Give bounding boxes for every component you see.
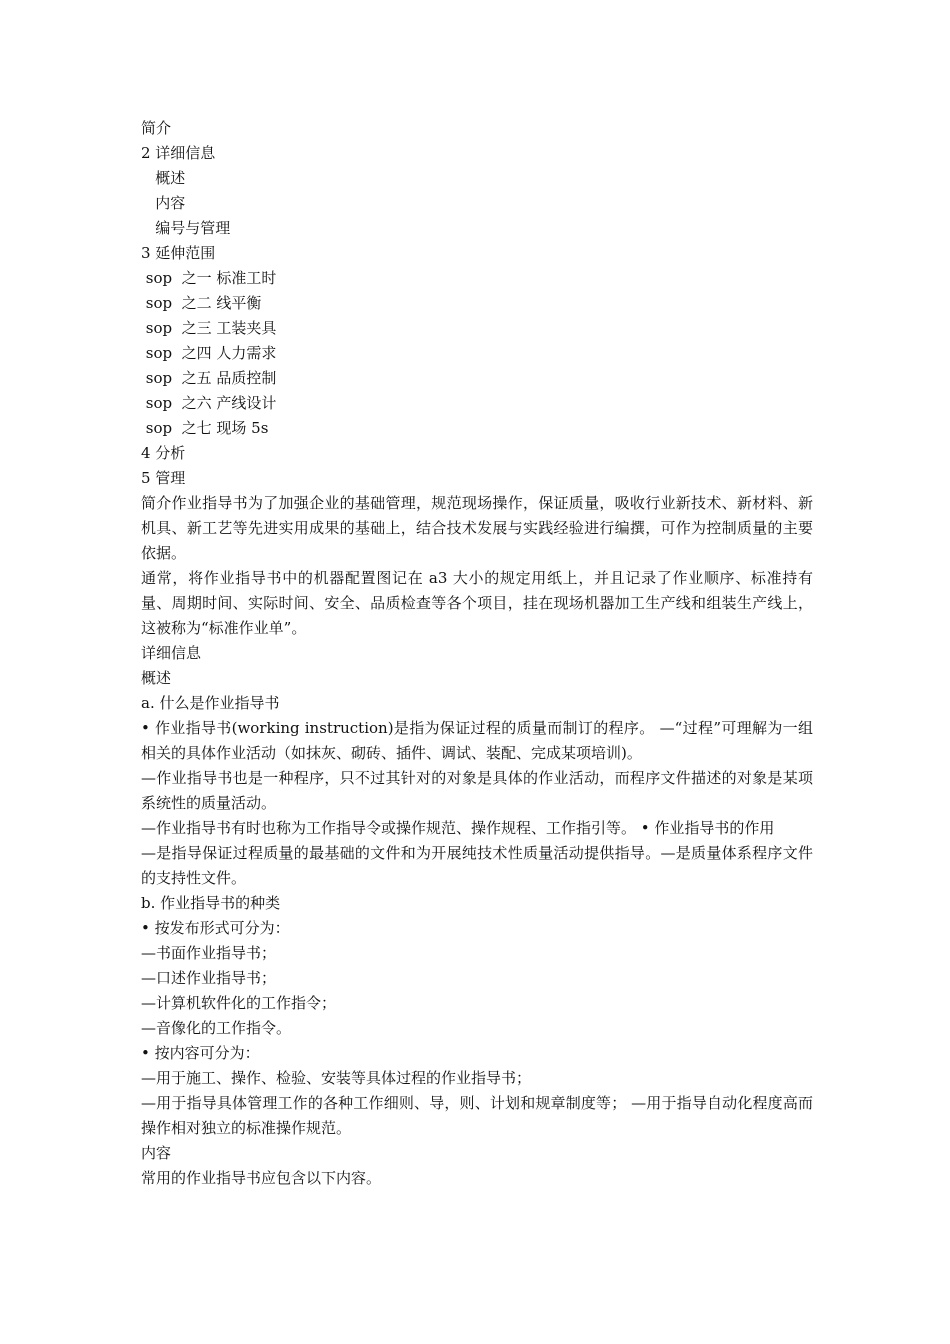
toc-manage[interactable]: 5 管理: [141, 469, 186, 487]
section-a-heading: a. 什么是作业指导书: [141, 694, 280, 712]
section-a-paragraph: —是指导保证过程质量的最基础的文件和为开展纯技术性质量活动提供指导。—是质量体系程序文件的支持性文件。: [141, 844, 813, 887]
content-heading: 内容: [141, 1144, 172, 1162]
toc-extend-item[interactable]: sop 之六 产线设计: [141, 394, 277, 412]
intro-paragraph: 简介作业指导书为了加强企业的基础管理，规范现场操作，保证质量，吸收行业新技术、新材料、新机具、新工艺等先进实用成果的基础上，结合技术发展与实践经验进行编撰，可作为控制质量的主要依据。: [141, 494, 813, 562]
toc-extend-item[interactable]: sop 之三 工装夹具: [141, 319, 277, 337]
section-b-heading: b. 作业指导书的种类: [141, 894, 281, 912]
content-list-item: —用于指导具体管理工作的各种工作细则、导，则、计划和规章制度等； —用于指导自动化程度高而操作相对独立的标准操作规范。: [141, 1094, 813, 1137]
content-paragraph: 常用的作业指导书应包含以下内容。: [141, 1169, 382, 1187]
form-list-title: • 按发布形式可分为：: [141, 919, 290, 937]
toc-extend-item[interactable]: sop 之二 线平衡: [141, 294, 262, 312]
detail-heading: 详细信息: [141, 644, 202, 662]
content-list-title: • 按内容可分为：: [141, 1044, 260, 1062]
toc-extend-item[interactable]: sop 之七 现场 5s: [141, 419, 269, 437]
toc-extend-item[interactable]: sop 之一 标准工时: [141, 269, 277, 287]
content-list-item: —用于施工、操作、检验、安装等具体过程的作业指导书；: [141, 1069, 532, 1087]
toc-detail-numbering[interactable]: 编号与管理: [141, 219, 231, 237]
toc-extend-item[interactable]: sop 之四 人力需求: [141, 344, 277, 362]
form-list-item: —书面作业指导书；: [141, 944, 277, 962]
form-list-item: —音像化的工作指令。: [141, 1019, 292, 1037]
toc-extend[interactable]: 3 延伸范围: [141, 244, 216, 262]
toc-detail-content[interactable]: 内容: [141, 194, 186, 212]
usual-paragraph: 通常，将作业指导书中的机器配置图记在 a3 大小的规定用纸上，并且记录了作业顺序、标准持有量、周期时间、实际时间、安全、品质检查等各个项目，挂在现场机器加工生产线和组装生产线上，这被称为“标准作业单”。: [141, 569, 813, 637]
toc-intro[interactable]: 简介: [141, 119, 172, 137]
toc-detail-overview[interactable]: 概述: [141, 169, 186, 187]
section-a-paragraph: —作业指导书有时也称为工作指导令或操作规范、操作规程、工作指引等。 • 作业指导书的作用: [141, 819, 775, 837]
form-list-item: —口述作业指导书；: [141, 969, 277, 987]
document-page: [141, 116, 813, 1191]
overview-heading: 概述: [141, 669, 172, 687]
form-list-item: —计算机软件化的工作指令；: [141, 994, 337, 1012]
toc-analysis[interactable]: 4 分析: [141, 444, 186, 462]
section-a-paragraph: —作业指导书也是一种程序，只不过其针对的对象是具体的作业活动，而程序文件描述的对象是某项系统性的质量活动。: [141, 769, 813, 812]
section-a-paragraph: • 作业指导书(working instruction)是指为保证过程的质量而制订的程序。 —“过程”可理解为一组相关的具体作业活动（如抹灰、砌砖、插件、调试、装配、完成某项培训)。: [141, 719, 813, 762]
toc-detail[interactable]: 2 详细信息: [141, 144, 216, 162]
toc-extend-item[interactable]: sop 之五 品质控制: [141, 369, 277, 387]
